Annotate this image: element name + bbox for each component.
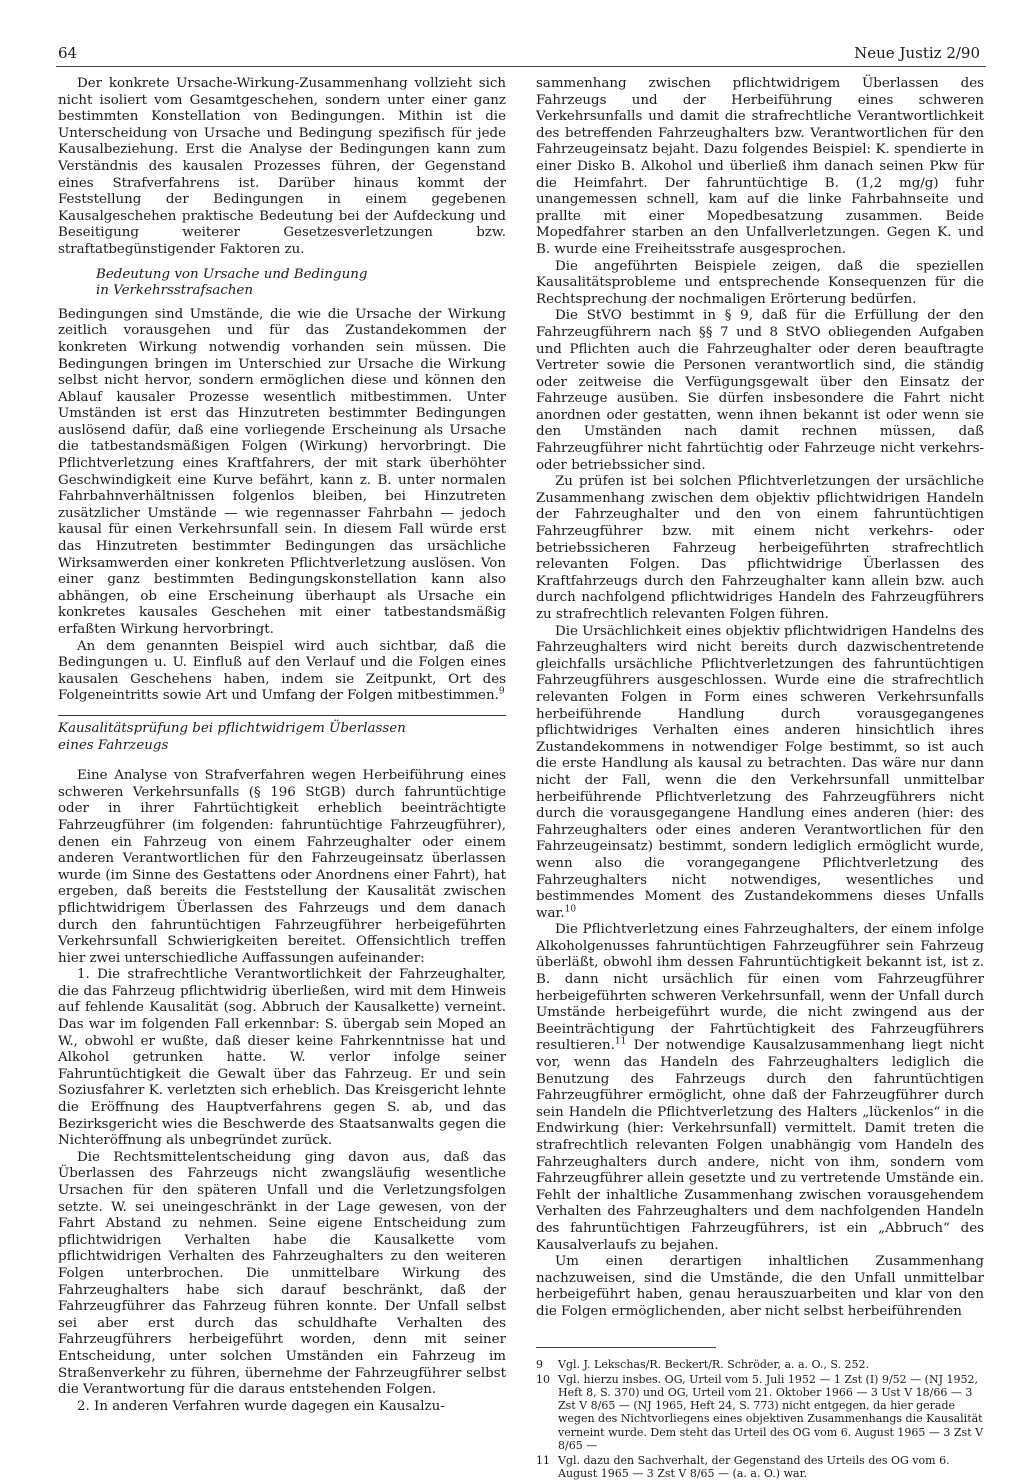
footnote-ref: 9 — [498, 686, 505, 697]
footnote-text: Vgl. dazu den Sachverhalt, der Gegenstand des Urteils des OG vom 6. August 1965 — 3 Zst V 8/65 — (a. a. O.) war. — [558, 1453, 950, 1480]
right-column — [536, 76, 985, 1480]
paragraph — [58, 639, 506, 705]
paragraph-text: Die Pflichtverletzung eines Fahrzeughalters, der einem infolge Alkoholgenusses fahruntüchtigen Fahrzeugführer sein Fahrzeug überläßt, obwohl ihm dessen Fahruntüchtigkeit bekannt ist, ist z. B. dann nicht ursächlich für einen vom Fahrzeugführer herbeigeführten schweren Verkehrsunfall, wenn der Unfall durch Umstände herbeigeführt wurde, die nicht zwingend aus der Beeinträchtigung der Fahrtüchtigkeit des Fahrzeugführers resultieren. — [536, 922, 984, 1054]
paragraph-text: Bedingungen sind Umstände, die wie die Ursache der Wirkung zeitlich vorausgehen und für das Zustandekommen der konkreten Wirkung notwendig vorhanden sein müssen. Die Bedingungen bringen im Unterschied zur Ursache die Wirkung selbst nicht hervor, sondern ermöglichen diese und können den Ablauf kausaler Prozesse wesentlich mitbestimmen. Unter Umständen ist erst das Hinzutreten bestimmter Bedingungen auslösend dafür, daß eine vorliegende Erscheinung als Ursache die tatbestandsmäßigen Folgen (Wirkung) hervorbringt. Die Pflichtverletzung eines Kraftfahrers, der mit stark überhöhter Geschwindigkeit eine Kurve befährt, kann z. B. unter normalen Fahrbahnverhältnissen folgenlos bleiben, bei Hinzutreten zusätzlicher Umstände — wie regennasser Fahrbahn — jedoch kausal für einen Verkehrsunfall sein. In diesem Fall würde erst das Hinzutreten bestimmter Bedingungen das ursächliche Wirksamwerden einer konkreten Pflichtverletzung auslösen. Von einer ganz bestimmten Bedingungskonstellation kann also abhängen, ob eine Erscheinung überhaupt als Ursache ein konkretes kausales Geschehen mit einer tatbestandsmäßig erfaßten Wirkung hervorbringt. — [58, 306, 506, 637]
paragraph: Die Rechtsmittelentscheidung ging davon aus, daß das Überlassen des Fahrzeugs nicht zwangsläufig wesentliche Ursachen für den späteren Unfall und die Verletzungsfolgen setzte. W. sei uneingeschränkt in der Lage gewesen, von der Fahrt Abstand zu nehmen. Seine eigene Entscheidung zum pflichtwidrigen Verhalten habe die Kausalkette vom pflichtwidrigen Verhalten des Fahrzeughalters zu den weiteren Folgen unterbrochen. Die unmittelbare Wirkung des Fahrzeughalters habe sich darauf beschränkt, daß der Fahrzeugführer das Fahrzeug führen konnte. Der Unfall selbst sei aber erst durch das schuldhafte Verhalten des Fahrzeugführers herbeigeführt worden, denn mit seiner Entscheidung, unter solchen Umständen ein Fahrzeug im Straßenverkehr zu führen, übernehme der Fahrzeugführer selbst die Verantwortung für die daraus entstehenden Folgen. — [58, 1149, 506, 1398]
paragraph — [536, 922, 984, 1254]
paragraph — [536, 624, 984, 923]
journal-title: Neue Justiz 2/90 — [854, 44, 980, 62]
footnote — [536, 1373, 984, 1452]
footnote-rule — [536, 1347, 716, 1348]
page-header — [0, 44, 1024, 68]
paragraph: Zu prüfen ist bei solchen Pflichtverletzungen der ursächliche Zusammenhang zwischen dem objektiv pflichtwidrigen Handeln der Fahrzeughalter und den von einem fahruntüchtigen Fahrzeugführer bzw. mit einem nicht verkehrs- oder betriebssicheren Fahrzeug herbeigeführten strafrechtlich relevanten Folgen. Das pflichtwidrige Überlassen des Kraftfahrzeugs durch den Fahrzeughalter kann allein bzw. auch durch nachfolgend pflichtwidriges Handeln des Fahrzeugführers zu strafrechtlich relevanten Folgen führen. — [536, 474, 984, 622]
paragraph-text: Die Ursächlichkeit eines objektiv pflichtwidrigen Handelns des Fahrzeughalters wird nicht bereits durch dazwischentretende gleichfalls ursächliche Pflichtverletzungen des fahruntüchtigen Fahrzeugführers ausgeschlossen. Wurde eine die strafrechtlich relevanten Folgen in Form eines schweren Verkehrsunfalls herbeiführende Handlung durch vorausgegangenes pflichtwidriges Verhalten eines anderen hinsichtlich ihres Zustandekommens in notwendiger Folge bestimmt, so ist auch die erste Handlung als kausal zu betrachten. Das wäre nur dann nicht der Fall, wenn die den Verkehrsunfall unmittelbar herbeiführende Pflichtverletzung des Fahrzeugführers nicht durch die vorausgegangene Handlung eines anderen (hier: des Fahrzeughalters oder eines anderen Verantwortlichen für den Fahrzeugeinsatz) bestimmt, sondern lediglich ermöglicht wurde, wenn also die vorangegangene Pflichtverletzung des Fahrzeughalters nicht notwendiges, wesentliches und bestimmendes Moment des Zustandekommens dieses Unfalls war. — [536, 623, 984, 921]
page-number: 64 — [58, 44, 78, 62]
paragraph: 1. Die strafrechtliche Verantwortlichkeit der Fahrzeughalter, die das Fahrzeug pflichtwidrig überließen, wird mit dem Hinweis auf fehlende Kausalität (sog. Abbruch der Kausalkette) verneint. Das war im folgenden Fall erkennbar: S. übergab sein Moped an W., obwohl er wußte, daß dieser keine Fahrkenntnisse hat und Alkohol getrunken hatte. W. verlor infolge seiner Fahruntüchtigkeit die Gewalt über das Fahrzeug. Er und sein Soziusfahrer K. verletzten sich erheblich. Das Kreisgericht lehnte die Eröffnung des Hauptverfahrens gegen S. ab, und das Bezirksgericht wies die Beschwerde des Staatsanwalts gegen die Nichteröffnung als unbegründet zurück. — [58, 967, 506, 1149]
footnote — [536, 1358, 984, 1371]
footnote-number: 11 — [536, 1453, 550, 1467]
footnotes — [536, 1358, 984, 1480]
section-heading — [58, 267, 506, 300]
footnote-text: Vgl. hierzu insbes. OG, Urteil vom 5. Juli 1952 — 1 Zst (I) 9/52 — (NJ 1952, Heft 8, S. 370) und OG, Urteil vom 21. Oktober 1966 — 3 Ust V 18/66 — 3 Zst V 8/65 — (NJ 1965, Heft 24, S. 773) nicht entgegen, da hier gerade wegen des Nichtvorliegens eines objektiven Zusammenhangs die Kausalität verneint wurde. Dem steht das Urteil des OG vom 6. August 1965 — 3 Zst V 8/65 — — [558, 1372, 984, 1452]
footnote — [536, 1454, 984, 1480]
paragraph: Die StVO bestimmt in § 9, daß für die Erfüllung der den Fahrzeugführern nach §§ 7 und 8 StVO obliegenden Aufgaben und Pflichten auch die Fahrzeughalter oder deren beauftragte Vertreter sowie die Personen verantwortlich sind, die ständig oder zeitweise die Verfügungsgewalt über den Einsatz der Fahrzeuge ausüben. Sie dürfen insbesondere die Fahrt nicht anordnen oder gestatten, wenn ihnen bekannt ist oder wenn sie den Umständen nach damit rechnen müssen, daß Fahrzeugführer nicht fahrtüchtig oder Fahrzeuge nicht verkehrs- oder betriebssicher sind. — [536, 308, 984, 473]
paragraph: Um einen derartigen inhaltlichen Zusammenhang nachzuweisen, sind die Umstände, die den Unfall unmittelbar herbeigeführt haben, genau herauszuarbeiten und klar von den die Folgen ermöglichenden, aber nicht selbst herbeiführenden — [536, 1254, 984, 1319]
footnote-text: Vgl. J. Lekschas/R. Beckert/R. Schröder, a. a. O., S. 252. — [558, 1357, 870, 1371]
paragraph-text: Der notwendige Kausalzusammenhang liegt nicht vor, wenn das Handeln des Fahrzeughalters lediglich die Benutzung des Fahrzeugs durch den fahruntüchtigen Fahrzeugführer ermöglicht, ohne daß der Fahrzeugführer durch sein Handeln die Pflichtverletzung des Halters „lückenlos“ in die Endwirkung (hier: Verkehrsunfall) vermittelt. Damit treten die strafrechtlich relevanten Folgen unabhängig vom Handeln des Fahrzeughalters durch andere, nicht von ihm, sondern vom Fahrzeugführer allein gesetzte und zu vertretende Umstände ein. Fehlt der inhaltliche Zusammenhang zwischen vorausgehendem Verhalten des Fahrzeughalters und dem nachfolgenden Handeln des fahruntüchtigen Fahrzeugführers, ist ein „Abbruch“ des Kausalverlaufs zu bejahen. — [536, 1038, 985, 1253]
heading-line: eines Fahrzeugs — [58, 737, 169, 753]
header-rule — [56, 66, 986, 67]
footnote-ref: 11 — [614, 1036, 627, 1047]
paragraph: Eine Analyse von Strafverfahren wegen Herbeiführung eines schweren Verkehrsunfalls (§ 196 StGB) durch fahruntüchtige oder in ihrer Fahrtüchtigkeit erheblich beeinträchtigte Fahrzeugführer (im folgenden: fahruntüchtige Fahrzeugführer), denen ein Fahrzeug von einem Fahrzeughalter oder einem anderen Verantwortlichen für den Fahrzeugeinsatz überlassen wurde (im Sinne des Gestattens oder Anordnens einer Fahrt), hat ergeben, daß bereits die Feststellung der Kausalität zwischen pflichtwidrigem Überlassen des Fahrzeugs und dem danach durch den fahruntüchtigen Fahrzeugführer herbeigeführten Verkehrsunfall Schwierigkeiten bereitet. Offensichtlich treffen hier zwei unterschiedliche Auffassungen aufeinander: — [58, 768, 506, 966]
heading-line: Bedeutung von Ursache und Bedingung — [96, 266, 368, 282]
footnote-number: 10 — [536, 1372, 550, 1386]
section-heading — [58, 715, 506, 754]
left-column — [58, 76, 506, 1414]
paragraph: 2. In anderen Verfahren wurde dagegen ein Kausalzu- — [77, 1398, 445, 1414]
paragraph-text: An dem genannten Beispiel wird auch sichtbar, daß die Bedingungen u. U. Einfluß auf den Verlauf und die Folgen eines kausalen Geschehens haben, indem sie Zeitpunkt, Ort des Folgeneintritts sowie Art und Umfang der Folgen mitbestimmen. — [58, 638, 506, 704]
paragraph — [58, 307, 506, 639]
footnote-ref: 10 — [564, 904, 577, 915]
footnote-number: 9 — [536, 1357, 543, 1371]
paragraph: Der konkrete Ursache-Wirkung-Zusammenhang vollzieht sich nicht isoliert vom Gesamtgeschehen, sondern unter einer ganz bestimmten Konstellation von Bedingungen. Mithin ist die Unterscheidung von Ursache und Bedingung spezifisch für jede Kausalbeziehung. Erst die Analyse der Bedingungen kann zum Verständnis des kausalen Prozesses führen, der Gegenstand eines Strafverfahrens ist. Darüber hinaus kommt der Feststellung der Bedingungen in einem gegebenen Kausalgeschehen praktische Bedeutung bei der Aufdeckung und Beseitigung weiterer Gesetzesverletzungen bzw. straftatbegünstigender Faktoren zu. — [58, 76, 506, 257]
heading-line: in Verkehrsstrafsachen — [96, 283, 253, 299]
heading-line: Kausalitätsprüfung bei pflichtwidrigem Überlassen — [58, 720, 406, 736]
paragraph: sammenhang zwischen pflichtwidrigem Überlassen des Fahrzeugs und der Herbeiführung eines schweren Verkehrsunfalls und damit die strafrechtliche Verantwortlichkeit des betreffenden Fahrzeughalters bzw. Verantwortlichen für den Fahrzeugeinsatz bejaht. Dazu folgendes Beispiel: K. spendierte in einer Disko B. Alkohol und überließ ihm danach seinen Pkw für die Heimfahrt. Der fahruntüchtige B. (1,2 mg/g) fuhr unangemessen schnell, kam auf die linke Fahrbahnseite und prallte mit einer Mopedbesatzung zusammen. Beide Mopedfahrer starben an den Unfallverletzungen. Gegen K. und B. wurde eine Freiheitsstrafe ausgesprochen. — [536, 76, 984, 257]
paragraph: Die angeführten Beispiele zeigen, daß die speziellen Kausalitätsprobleme und entsprechende Konsequenzen für die Rechtsprechung der nochmaligen Erörterung bedürfen. — [536, 258, 984, 307]
